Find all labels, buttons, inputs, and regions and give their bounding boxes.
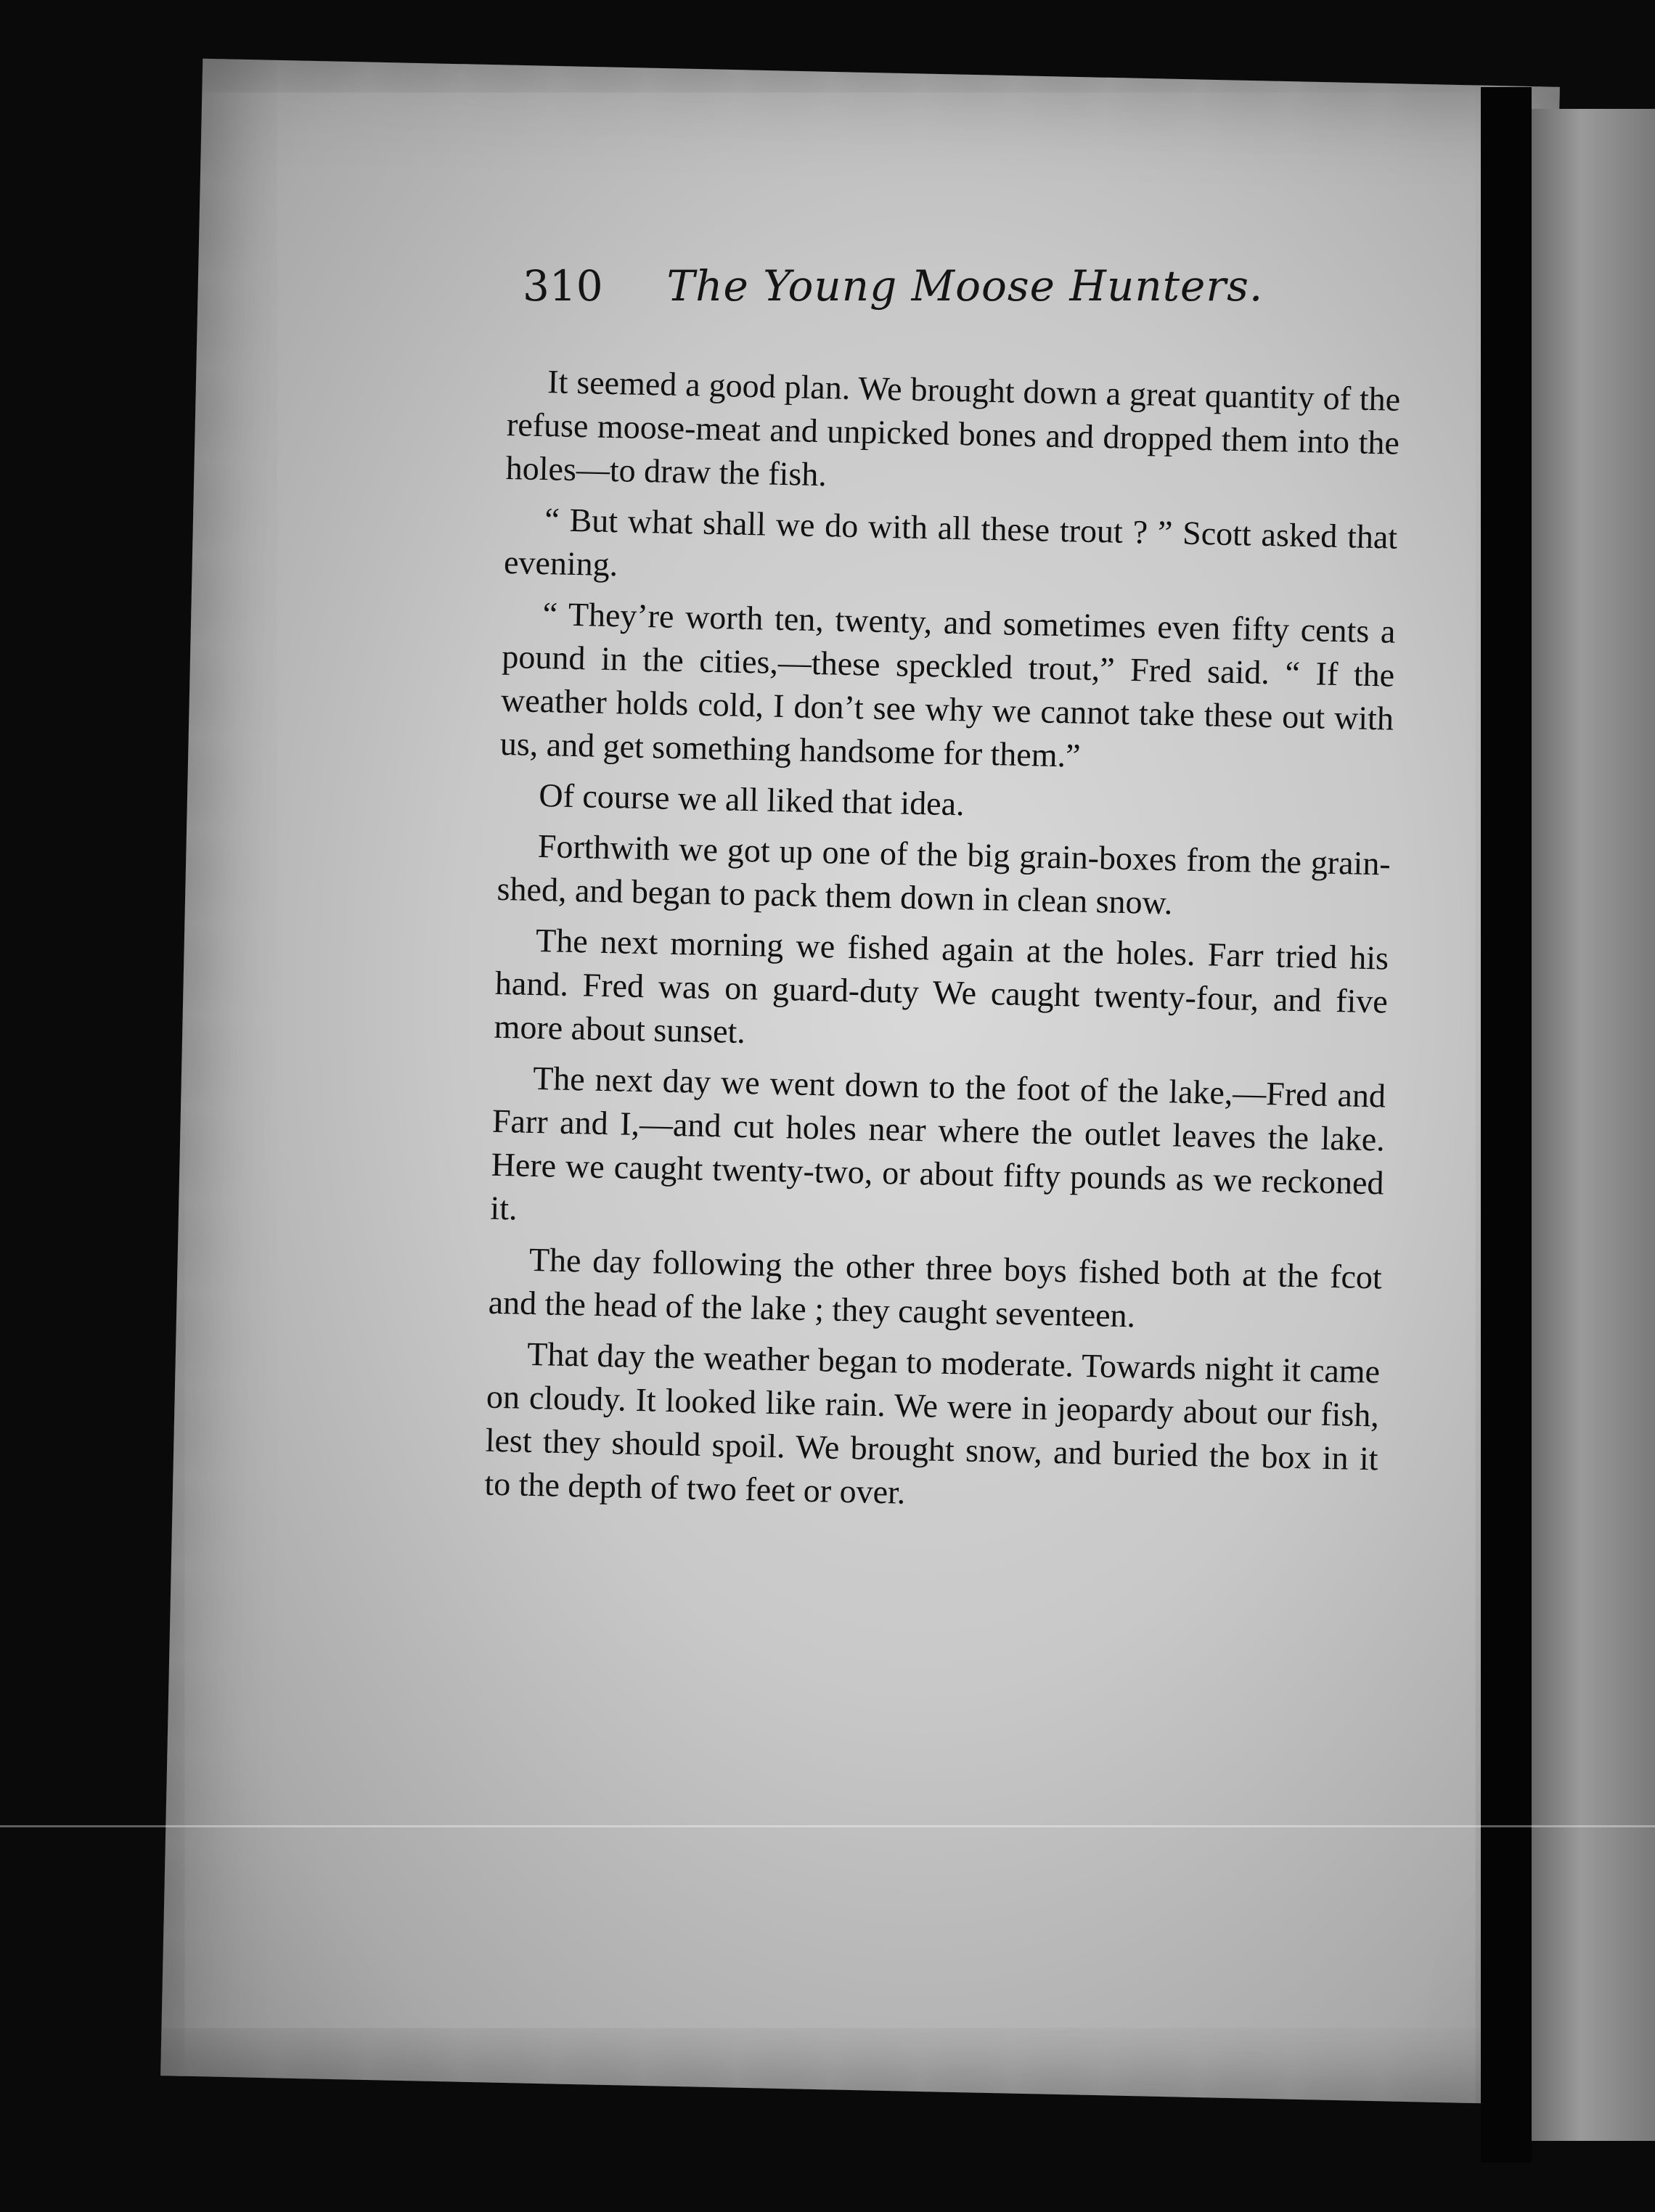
- book-gutter: [1481, 87, 1532, 2163]
- running-header: [523, 261, 1321, 311]
- running-title: The Young Moose Hunters.: [666, 261, 1264, 311]
- page-body: [484, 359, 1401, 1531]
- paragraph-5: Forthwith we got up one of the big grain-boxes from the grain-shed, and began to pack them down in clean snow.: [496, 827, 1392, 922]
- paragraph-6: The next morning we fished again at the holes. Farr tried his hand. Fred was on guard-duty We caught twenty-four, and five more about sunset.: [494, 921, 1389, 1051]
- paragraph-9: That day the weather began to moderate. Towards night it came on cloudy. It looked like rain. We were in jeopardy about our fish, lest they should spoil. We brought snow, and buried the box in it to the depth of two feet or over.: [484, 1335, 1381, 1511]
- paragraph-7: The next day we went down to the foot of the lake,—Fred and Farr and I,—and cut holes near where the outlet leaves the lake. Here we caught twenty-two, or about fifty pounds as we reckoned it.: [489, 1059, 1386, 1227]
- paragraph-2: “ But what shall we do with all these trout ? ” Scott asked that evening.: [503, 501, 1398, 583]
- paragraph-1: It seemed a good plan. We brought down a great quantity of the refuse moose-meat and unpicked bones and dropped them into the holes—to draw the fish.: [505, 363, 1401, 493]
- adjacent-page-edge: [1532, 109, 1655, 2141]
- paragraph-8: The day following the other three boys fished both at the fcot and the head of the lake ; they caught seventeen.: [488, 1240, 1383, 1335]
- paragraph-4: Of course we all liked that idea.: [538, 777, 965, 823]
- page-number: 310: [523, 261, 603, 311]
- scan-artifact-line: [0, 1825, 1655, 1827]
- paragraph-3: “ They’re worth ten, twenty, and sometimes even fifty cents a pound in the cities,—these speckled trout,” Fred said. “ If the weather holds cold, I don’t see why we cannot take these out with us, and get something handsome for them.”: [499, 595, 1396, 774]
